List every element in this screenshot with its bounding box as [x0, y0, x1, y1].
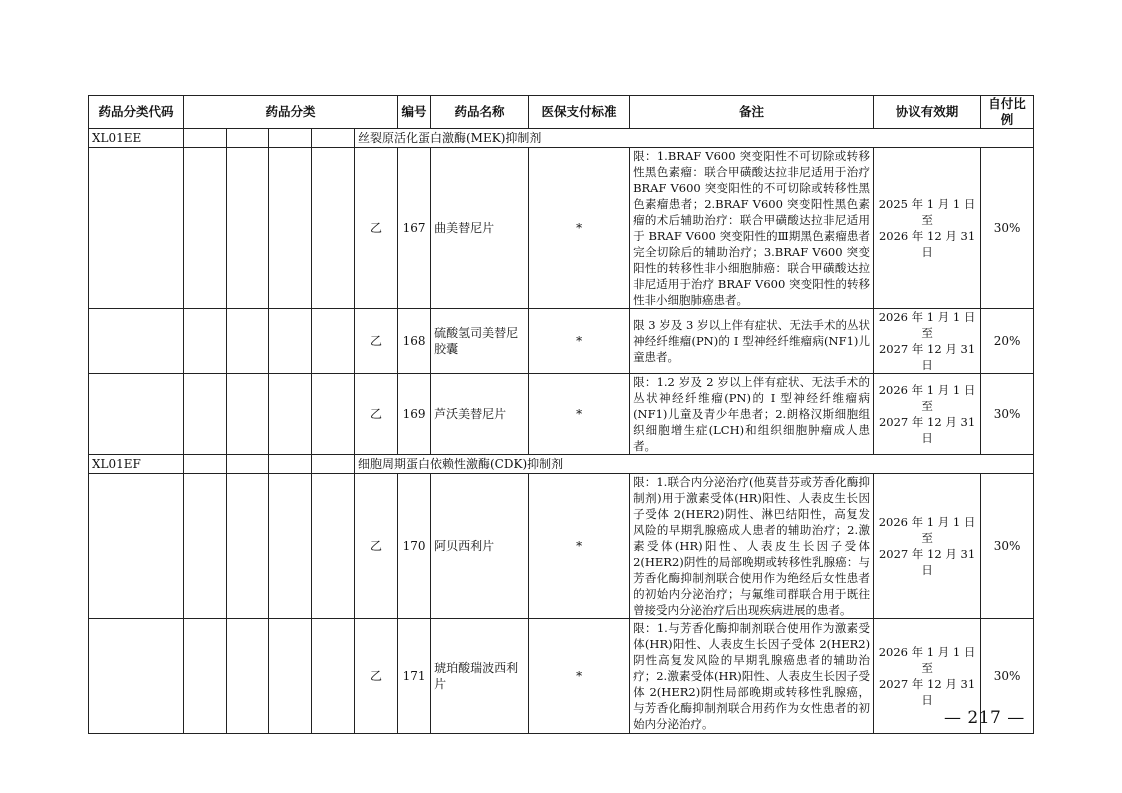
drug-note: 限：1.联合内分泌治疗(他莫昔芬或芳香化酶抑制剂)用于激素受体(HR)阳性、人表皮生长因子受体 2(HER2)阴性、淋巴结阳性，高复发风险的早期乳腺癌成人患者的辅助治疗；2.激素受体(HR)阳性、人表皮生长因子受体 2(HER2)阴性的局部晚期或转移性乳腺癌：与芳香化酶抑制剂联合使用作为绝经后女性患者的初始内分泌治疗；与氟维司群联合用于既往曾接受内分泌治疗后出现疾病进展的患者。 — [630, 474, 874, 619]
drug-note: 限：1.与芳香化酶抑制剂联合使用作为激素受体(HR)阳性、人表皮生长因子受体 2(HER2)阴性高复发风险的早期乳腺癌患者的辅助治疗；2.激素受体(HR)阳性、人表皮生长因子受体 2(HER2)阴性局部晚期或转移性乳腺癌，与芳香化酶抑制剂联合用药作为女性患者的初始内分泌治疗。 — [630, 619, 874, 734]
table-row — [89, 619, 1034, 734]
header-standard: 医保支付标准 — [529, 96, 630, 129]
table-row — [89, 474, 1034, 619]
category-row — [89, 129, 1034, 148]
drug-class: 乙 — [355, 374, 398, 455]
validity-period — [874, 148, 981, 309]
payment-standard: * — [529, 148, 630, 309]
header-category: 药品分类 — [184, 96, 398, 129]
self-pay-ratio: 30% — [981, 148, 1034, 309]
table-row — [89, 309, 1034, 374]
self-pay-ratio: 30% — [981, 474, 1034, 619]
category-name: 细胞周期蛋白依赖性激酶(CDK)抑制剂 — [355, 455, 1034, 474]
category-code: XL01EE — [89, 129, 184, 148]
header-number: 编号 — [398, 96, 431, 129]
drug-catalog-table — [88, 95, 1034, 734]
drug-class: 乙 — [355, 619, 398, 734]
drug-name: 曲美替尼片 — [431, 148, 529, 309]
header-ratio: 自付比例 — [981, 96, 1034, 129]
header-row — [89, 96, 1034, 129]
payment-standard: * — [529, 619, 630, 734]
table-row — [89, 374, 1034, 455]
validity-start: 2025 年 1 月 1 日至 — [878, 197, 976, 227]
header-name: 药品名称 — [431, 96, 529, 129]
validity-start: 2026 年 1 月 1 日至 — [878, 383, 976, 413]
validity-end: 2027 年 12 月 31 日 — [878, 342, 976, 372]
validity-end: 2026 年 12 月 31 日 — [878, 229, 976, 259]
drug-number: 167 — [398, 148, 431, 309]
drug-note: 限：1.2 岁及 2 岁以上伴有症状、无法手术的丛状神经纤维瘤(PN)的 I 型神经纤维瘤病(NF1)儿童及青少年患者；2.朗格汉斯细胞组织细胞增生症(LCH)和组织细胞肿瘤成人患者。 — [630, 374, 874, 455]
validity-end: 2027 年 12 月 31 日 — [878, 677, 976, 707]
header-validity: 协议有效期 — [874, 96, 981, 129]
drug-name: 阿贝西利片 — [431, 474, 529, 619]
drug-number: 168 — [398, 309, 431, 374]
payment-standard: * — [529, 374, 630, 455]
payment-standard: * — [529, 309, 630, 374]
header-note: 备注 — [630, 96, 874, 129]
validity-period — [874, 474, 981, 619]
drug-name: 芦沃美替尼片 — [431, 374, 529, 455]
self-pay-ratio: 30% — [981, 619, 1034, 734]
validity-start: 2026 年 1 月 1 日至 — [878, 310, 976, 340]
validity-period — [874, 374, 981, 455]
self-pay-ratio: 30% — [981, 374, 1034, 455]
table-row — [89, 148, 1034, 309]
payment-standard: * — [529, 474, 630, 619]
self-pay-ratio: 20% — [981, 309, 1034, 374]
drug-note: 限：1.BRAF V600 突变阳性不可切除或转移性黑色素瘤：联合甲磺酸达拉非尼适用于治疗 BRAF V600 突变阳性的不可切除或转移性黑色素瘤患者；2.BRAF V600 突变阳性黑色素瘤的术后辅助治疗：联合甲磺酸达拉非尼适用于 BRAF V600 突变阳性的Ⅲ期黑色素瘤患者完全切除后的辅助治疗；3.BRAF V600 突变阳性的转移性非小细胞肺癌：联合甲磺酸达拉非尼适用于治疗 BRAF V600 突变阳性的转移性非小细胞肺癌患者。 — [630, 148, 874, 309]
drug-class: 乙 — [355, 148, 398, 309]
drug-name: 琥珀酸瑞波西利片 — [431, 619, 529, 734]
validity-start: 2026 年 1 月 1 日至 — [878, 645, 976, 675]
drug-number: 171 — [398, 619, 431, 734]
drug-number: 170 — [398, 474, 431, 619]
header-code: 药品分类代码 — [89, 96, 184, 129]
validity-period — [874, 309, 981, 374]
category-name: 丝裂原活化蛋白激酶(MEK)抑制剂 — [355, 129, 1034, 148]
category-code: XL01EF — [89, 455, 184, 474]
drug-note: 限 3 岁及 3 岁以上伴有症状、无法手术的丛状神经纤维瘤(PN)的 I 型神经纤维瘤病(NF1)儿童患者。 — [630, 309, 874, 374]
drug-number: 169 — [398, 374, 431, 455]
validity-start: 2026 年 1 月 1 日至 — [878, 515, 976, 545]
drug-class: 乙 — [355, 309, 398, 374]
validity-end: 2027 年 12 月 31 日 — [878, 415, 976, 445]
drug-class: 乙 — [355, 474, 398, 619]
validity-end: 2027 年 12 月 31 日 — [878, 547, 976, 577]
category-row — [89, 455, 1034, 474]
drug-name: 硫酸氢司美替尼胶囊 — [431, 309, 529, 374]
page-number: — 217 — — [944, 708, 1025, 728]
